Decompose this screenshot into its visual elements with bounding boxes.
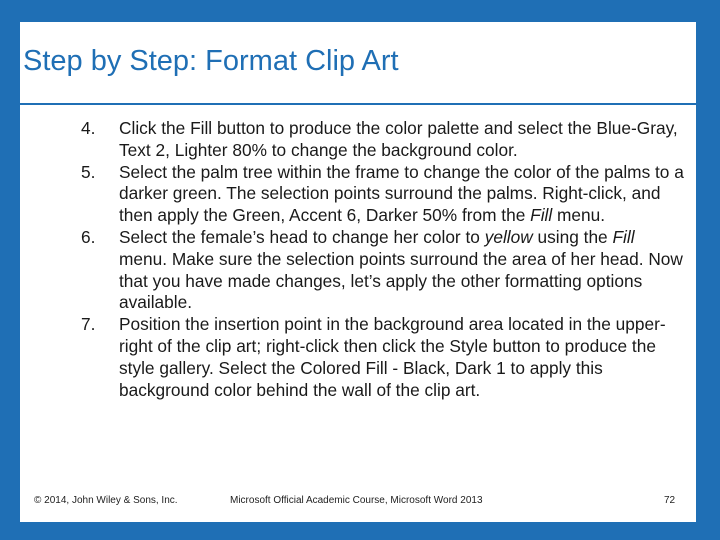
step-text: Select the palm tree within the frame to change the color of the palms to a darker green. The selection points surround the palms. Right-click, and then apply the Green, Accent 6, Darker 50% from the Fill menu.	[119, 161, 684, 226]
step-number: 6.	[81, 226, 96, 247]
list-item	[75, 118, 685, 162]
list-item	[75, 227, 685, 314]
step-text: Select the female’s head to change her color to yellow using the Fill menu. Make sure the selection points surround the area of her head. Now that you have made changes, let’s apply the other formatting options available.	[119, 226, 683, 313]
emphasis: yellow	[484, 226, 533, 247]
footer-course: Microsoft Official Academic Course, Microsoft Word 2013	[230, 495, 483, 506]
step-number: 7.	[81, 314, 96, 335]
footer-copyright: © 2014, John Wiley & Sons, Inc.	[34, 495, 178, 506]
emphasis: Fill	[530, 205, 553, 226]
steps-list	[75, 118, 685, 401]
list-item	[75, 162, 685, 227]
emphasis: Fill	[612, 226, 635, 247]
step-text: Click the Fill button to produce the color palette and select the Blue-Gray, Text 2, Lighter 80% to change the background color.	[119, 118, 678, 160]
page-number: 72	[664, 495, 676, 506]
list-item	[75, 314, 685, 401]
step-text: Position the insertion point in the background area located in the upper-right of the clip art; right-click then click the Style button to produce the style gallery. Select the Colored Fill - Black, Dark 1 to apply this background color behind the wall of the clip art.	[119, 314, 666, 400]
title-divider	[20, 103, 696, 105]
step-number: 4.	[81, 118, 96, 138]
slide-title: Step by Step: Format Clip Art	[23, 45, 399, 77]
step-number: 5.	[81, 161, 96, 182]
